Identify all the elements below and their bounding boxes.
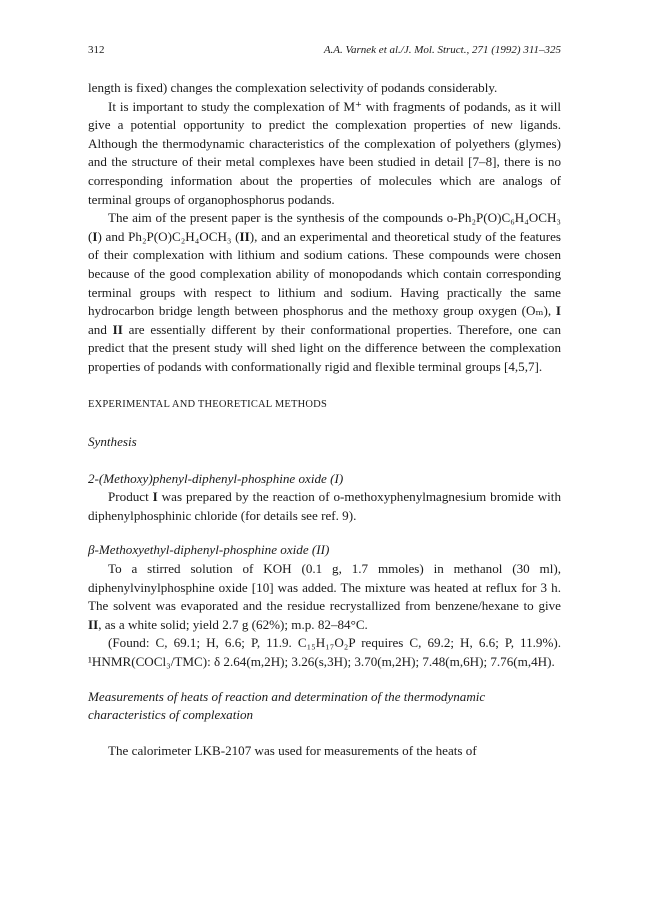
subsection-heading-measurements: Measurements of heats of reaction and determination of the thermodynamic characteristics of complexation xyxy=(88,688,486,723)
section-heading: EXPERIMENTAL AND THEORETICAL METHODS xyxy=(88,398,327,410)
compound1-text: Product I was prepared by the reaction of o-methoxyphenylmagnesium bromide with diphenylphosphinic chloride (for details see ref. 9). xyxy=(88,489,561,523)
page-number: 312 xyxy=(88,44,105,56)
subsection-heading-synthesis: Synthesis xyxy=(88,434,137,450)
paragraph-continuation: length is fixed) changes the complexation selectivity of podands considerably. xyxy=(88,80,498,95)
compound1-heading: 2-(Methoxy)phenyl-diphenyl-phosphine oxide (I) xyxy=(88,470,344,486)
compound2-text: To a stirred solution of KOH (0.1 g, 1.7 mmoles) in methanol (30 ml), diphenylvinylphosphine oxide [10] was added. The mixture was heated at reflux for 3 h. The solvent was evaporated and the residue recrystallized from benzene/hexane to give II, as a white solid; yield 2.7 g (62%); m.p. 82–84°C. xyxy=(88,561,561,632)
paragraph-motivation: It is important to study the complexation of M⁺ with fragments of podands, as it will give a potential opportunity to predict the complexation properties of new ligands. Although the thermodynamic characteristics of the complexation of polyethers (glymes) and the structure of their metal complexes have been studied in detail [7–8], there is no corresponding information about the properties of molecules which are analogs of terminal groups of organophosphorus podands. xyxy=(88,98,561,207)
paragraph-aim: The aim of the present paper is the synthesis of the compounds o-Ph₂P(O)C₆H₄OCH₃ (I) and Ph₂P(O)C₂H₄OCH₃ (II), and an experimental and theoretical study of the features of their complexation with lithium and sodium cations. These compounds were chosen because of the good complexation ability of monopodands which contain corresponding terminal groups with respect to lithium and sodium. Having practically the same hydrocarbon bridge length between phosphorus and the methoxy group oxygen (Oₘ), I and II are essentially different by their conformational properties. Therefore, one can predict that the present study will shed light on the difference between the complexation properties of podands with conformationally rigid and flexible terminal groups [4,5,7]. xyxy=(88,210,561,374)
running-head: A.A. Varnek et al./J. Mol. Struct., 271 (1992) 311–325 xyxy=(323,44,561,56)
measurements-text: The calorimeter LKB-2107 was used for measurements of the heats of xyxy=(108,742,477,758)
compound2-analysis: (Found: C, 69.1; H, 6.6; P, 11.9. C₁₅H₁₇O₂P requires C, 69.2; H, 6.6; P, 11.9%). ¹HNMR(COCl₃/TMC): δ 2.64(m,2H); 3.26(s,3H); 3.70(m,2H); 7.48(m,6H); 7.76(m,4H). xyxy=(88,635,561,670)
compound2-heading: β-Methoxyethyl-diphenyl-phosphine oxide (II) xyxy=(88,542,330,558)
article-body xyxy=(88,79,561,760)
